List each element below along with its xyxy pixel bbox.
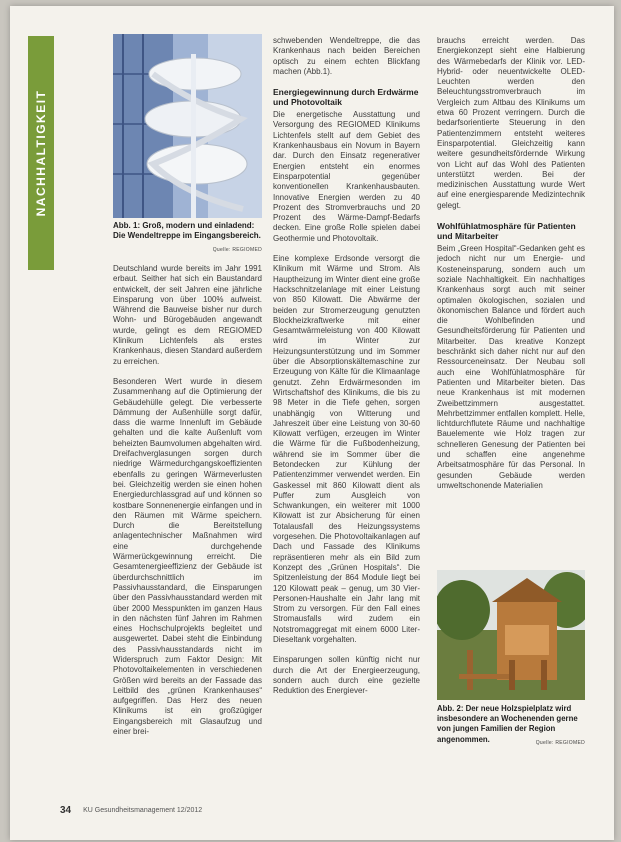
column-1 — [113, 264, 262, 747]
staircase-illustration — [113, 34, 262, 218]
playground-illustration — [437, 570, 585, 700]
column-1-paragraph: Besonderen Wert wurde in diesem Zusammenhang auf die Optimierung der Gebäudehülle gelegt. Die verbesserte Dämmung der Außenhülle sorgt dafür, dass die warme Innenluft im Gebäude gehalten und die kalte Außenluft vom beheizten Baumvolumen abgehalten wird. Dreifachverglasungen sorgen durch niedrige Wärmedurchgangskoeffizienten ebenfalls zu geringen Wärmeverlusten bei. Gleichzeitig werden sie einen hohen Energiedurchlassgrad auf und können so kostbare Sonnenenergie einfangen und in den Räumen mit Wärme speichern. Durch die Bereitstellung anlagentechnischer Maßnahmen wird eine durchgehende Wärmerückgewinnung erreicht. Die Gesamtenergieeffizienz der Gebäude ist überdurchschnittlich im Passivhausstandard, die Einsparungen über den Passivhausstandard werden mit über 2000 Messpunkten im ganzen Haus in den nächsten fünf Jahren im Rahmen eines Hochschulprojekts begleitet und ausgewertet. Dabei steht die Einbindung des Passivhausstandards nicht im Widerspruch zum Faktor Design: Mit Photovoltaikelementen in verschiedenen Größen wird bereits an der Fassade das Leitbild des „grünen Krankenhauses“ aufgegriffen. Das Herz des neuen Klinikums ist ein großzügiger Eingangsbereich mit Glasaufzug und einer brei- — [113, 376, 262, 737]
column-2-paragraph: Die energetische Ausstattung und Versorgung des REGIOMED Klinikums Lichtenfels stellt auf dem Gebiet des Krankenhausbaus ein Novum in Bayern dar. Durch den Einsatz regenerativer Energien entsteht ein enormes Einsparpotential gegenüber konventionellen Krankenhausbauten. Innovative Energien werden zu 40 Prozent des Stromverbrauchs und 20 Prozent des Wärme-Dampf-Bedarfs decken. Eine große Rolle spielen dabei Geothermie und Photovoltaik. — [273, 110, 420, 243]
page-number: 34 — [60, 805, 72, 816]
column-1-paragraph: Deutschland wurde bereits im Jahr 1991 erbaut. Seither hat sich ein Baustandard entwickelt, der seit Jahren eine jährliche Einsparung von über 100% aufweist. Während die Bauweise bisher nur durch Wohn- und Bürogebäuden angewandt wurde, gelingt es dem REGIOMED Klinikum Lichtenfels als erstes Krankenhaus, diesen Standard außerdem zu erreichen. — [113, 264, 262, 366]
section-tab — [28, 36, 54, 270]
column-3-intro: brauchs erreicht werden. Das Energiekonzept sieht eine Halbierung des Wärmebedarfs der Klinik vor. LED-Hybrid- oder neuentwickelte OLED-Leuchten werden den Beleuchtungsstromverbrauch im Vergleich zum Altbau des Klinikums um etwa 60 Prozent verringern. Durch die bedarfsorientierte Steuerung in den Patientenzimmern entsteht weiteres Einsparpotential. Gleichzeitig kann weitere gesundheitsfördernde Wirkung von Licht auf das Wohl des Patienten unterstützt werden. Bei der medizinischen Ausstattung wurde Wert auf eine energiesparende Medizintechnik gelegt. — [437, 36, 585, 210]
page-footer — [60, 805, 590, 816]
column-2-paragraph: Eine komplexe Erdsonde versorgt die Klinikum mit Wärme und Strom. Als Hauptheizung im Winter dient eine große Hackschnitzelanlage mit einer Leistung von 850 Kilowatt. Die Abwärme der beiden zur Stromerzeugung genutzten Blockheizkraftwerke mit einer Gesamtwärmeleistung von 400 Kilowatt wird im Winter zur Heizungsunterstützung und im Sommer über die Absorptionskältemaschine zur Erzeugung von Kälte für die Klimaanlage genutzt. Zehn Erdwärmesonden im Wirtschaftshof des Klinikums, die bis zu 98 Meter in die Tiefe gehen, sorgen unabhängig von Witterung und Jahreszeit über eine Leistung von 30-60 Kilowatt verfügen, erzeugen im Winter die Wärme für die Fußbodenheizung, während sie im Sommer über die Betondecken zur Kühlung der Patientenzimmer verwendet werden. Ein Gaskessel mit 860 Kilowatt dient als Puffer zum Ausgleich von Schwankungen, ein weiterer mit 1000 Kilowatt ist zur Absicherung für einen Totalausfall des Heizungssystems vorgesehen. Die Photovoltaikanlagen auf Dach und Fassade des Klinikums repräsentieren mehr als ein Bild zum Konzept des „Grünen Hospitals“. Die Spitzenleistung der 864 Module liegt bei 120 Kilowatt peak – genug, um 30 Vier-Personen-Haushalte ein Jahr lang mit Strom zu versorgen. Für den Fall eines Stromausfalls wird zudem ein Notstromaggregat mit einem 6000 Liter-Dieseltank vorgehalten. — [273, 254, 420, 645]
column-3-paragraph: Beim „Green Hospital“-Gedanken geht es jedoch nicht nur um Energie- und Kosteneinsparung, sondern auch um soziale Nachhaltigkeit. Ein nachhaltiges Krankenhaus sorgt auch mit seiner optimalen ökologischen, sozialen und ökonomischen Balance und fördert auch die Wohlbefinden und Gesundheitsförderung für Patienten und Mitarbeiter. Das kreative Konzept beschränkt sich daher nicht nur auf den Ressourceneinsatz. Der Neubau soll auch eine Wohlfühlatmosphäre für Patienten und Mitarbeiter bieten. Das neue Krankenhaus ist mit modernen Zweibettzimmern ausgestattet. Mehrbettzimmer entfallen komplett. Helle, lichtdurchflutete Räume und nachhaltige Bauelemente wie Holz tragen zur schnelleren Genesung der Patienten bei und schaffen eine angenehme Arbeitsatmosphäre für das Personal. In gesunden Gebäude werden umweltschonende Materialien — [437, 244, 585, 490]
energy-heading: Energiegewinnung durch Erdwärme und Photovoltaik — [273, 87, 419, 108]
staircase-photo — [113, 34, 262, 218]
figure-1-caption — [113, 221, 262, 255]
column-3 — [437, 36, 585, 501]
column-2 — [273, 36, 420, 707]
figure-1-caption-text: Abb. 1: Groß, modern und einladend: Die Wendeltreppe im Eingangsbereich. — [113, 221, 261, 241]
wellbeing-heading: Wohlfühlatmosphäre für Patienten und Mitarbeiter — [437, 221, 576, 242]
figure-1-credit: Quelle: REGIOMED — [212, 246, 262, 253]
section-tab-label: NACHHALTIGKEIT — [34, 89, 48, 217]
figure-2-caption — [437, 704, 585, 748]
playground-photo — [437, 570, 585, 700]
column-2-intro: schwebenden Wendeltreppe, die das Krankenhaus nach beiden Bereichen optisch zu einem echten Blickfang machen (Abb.1). — [273, 36, 420, 76]
column-2-paragraph: Einsparungen sollen künftig nicht nur durch die Art der Energieerzeugung, sondern auch durch eine gezielte Reduktion des Energiever- — [273, 655, 420, 696]
figure-2-caption-text: Abb. 2: Der neue Holzspielplatz wird insbesondere an Wochenenden gerne von jungen Familien der Region angenommen. — [437, 704, 578, 744]
journal-name: KU Gesundheitsmanagement 12/2012 — [83, 807, 203, 814]
figure-2-credit: Quelle: REGIOMED — [535, 739, 585, 746]
